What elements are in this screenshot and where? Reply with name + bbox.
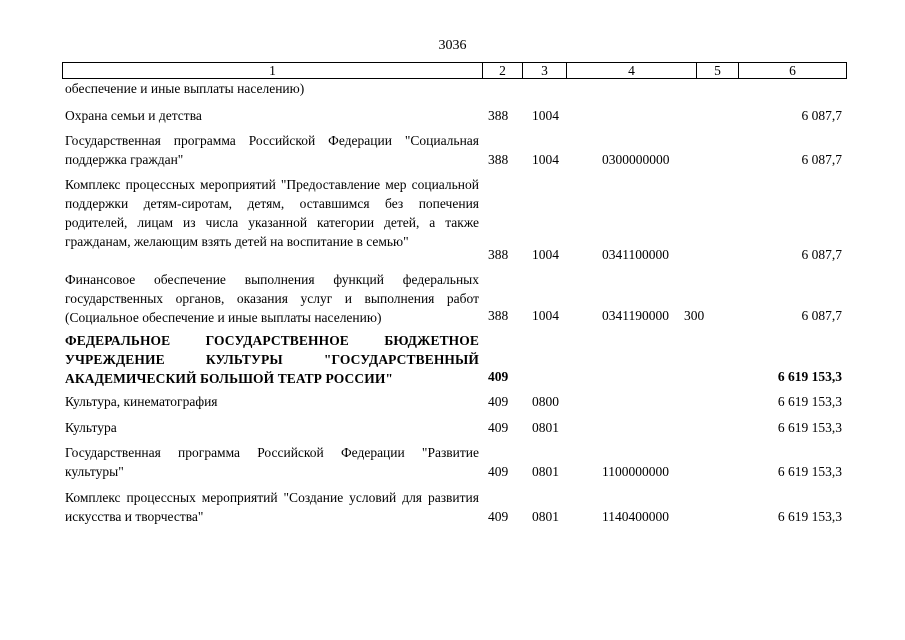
row-ministry-code: 388 [488, 108, 509, 123]
column-header-1: 1 [63, 63, 483, 79]
row-section-code: 1004 [532, 152, 559, 167]
row-section-code: 0801 [532, 464, 559, 479]
column-header-3: 3 [523, 63, 567, 79]
row-section-code: 0800 [532, 394, 559, 409]
row-amount: 6 619 153,3 [777, 420, 842, 435]
row-amount: 6 619 153,3 [777, 369, 842, 384]
row-ministry-code: 388 [488, 152, 509, 167]
column-header-6: 6 [739, 63, 847, 79]
row-amount: 6 087,7 [801, 308, 842, 323]
row-name: Комплекс процессных мероприятий "Создание условий для развития искусства и творчества" [65, 490, 479, 524]
column-header-2: 2 [483, 63, 523, 79]
row-amount: 6 087,7 [801, 247, 842, 262]
row-ministry-code: 409 [488, 509, 509, 524]
column-header-5: 5 [697, 63, 739, 79]
row-section-code: 1004 [532, 247, 559, 262]
row-ministry-code: 409 [488, 420, 509, 435]
continuation-text: обеспечение и иные выплаты населению) [65, 81, 305, 96]
row-name: Культура, кинематография [65, 394, 218, 409]
row-target-code: 0341190000 [602, 308, 669, 323]
row-section-code: 1004 [532, 308, 559, 323]
row-amount: 6 619 153,3 [777, 464, 842, 479]
column-header-4: 4 [567, 63, 697, 79]
row-name: Комплекс процессных мероприятий "Предоставление мер социальной поддержки детям-сиротам, детям, оставшимся без попечения родителей, лицам из числа указанной категории детей, а также гражданам, желающим взять детей на воспитание в семью" [65, 177, 479, 249]
row-amount: 6 619 153,3 [777, 394, 842, 409]
column-header-table [62, 62, 847, 79]
row-name: ФЕДЕРАЛЬНОЕ ГОСУДАРСТВЕННОЕ БЮДЖЕТНОЕ УЧРЕЖДЕНИЕ КУЛЬТУРЫ "ГОСУДАРСТВЕННЫЙ АКАДЕМИЧЕСКИЙ БОЛЬШОЙ ТЕАТР РОССИИ" [65, 333, 479, 386]
row-target-code: 1140400000 [602, 509, 669, 524]
row-amount: 6 087,7 [801, 152, 842, 167]
row-target-code: 1100000000 [602, 464, 669, 479]
row-ministry-code: 388 [488, 308, 509, 323]
row-ministry-code: 409 [488, 369, 509, 384]
row-ministry-code: 409 [488, 394, 509, 409]
row-name: Государственная программа Российской Федерации "Социальная поддержка граждан" [65, 133, 479, 167]
row-ministry-code: 409 [488, 464, 509, 479]
row-name: Культура [65, 420, 117, 435]
row-name: Охрана семьи и детства [65, 108, 202, 123]
row-section-code: 0801 [532, 420, 559, 435]
row-amount: 6 619 153,3 [777, 509, 842, 524]
row-expense-type: 300 [684, 308, 705, 323]
row-target-code: 0341100000 [602, 247, 669, 262]
row-section-code: 0801 [532, 509, 559, 524]
row-amount: 6 087,7 [801, 108, 842, 123]
row-name: Государственная программа Российской Федерации "Развитие культуры" [65, 445, 479, 479]
row-name: Финансовое обеспечение выполнения функций федеральных государственных органов, оказания услуг и выполнения работ (Социальное обеспечение и иные выплаты населению) [65, 272, 479, 325]
row-section-code: 1004 [532, 108, 559, 123]
row-target-code: 0300000000 [602, 152, 670, 167]
column-header-row [63, 63, 847, 79]
page-number: 3036 [438, 38, 467, 53]
row-ministry-code: 388 [488, 247, 509, 262]
